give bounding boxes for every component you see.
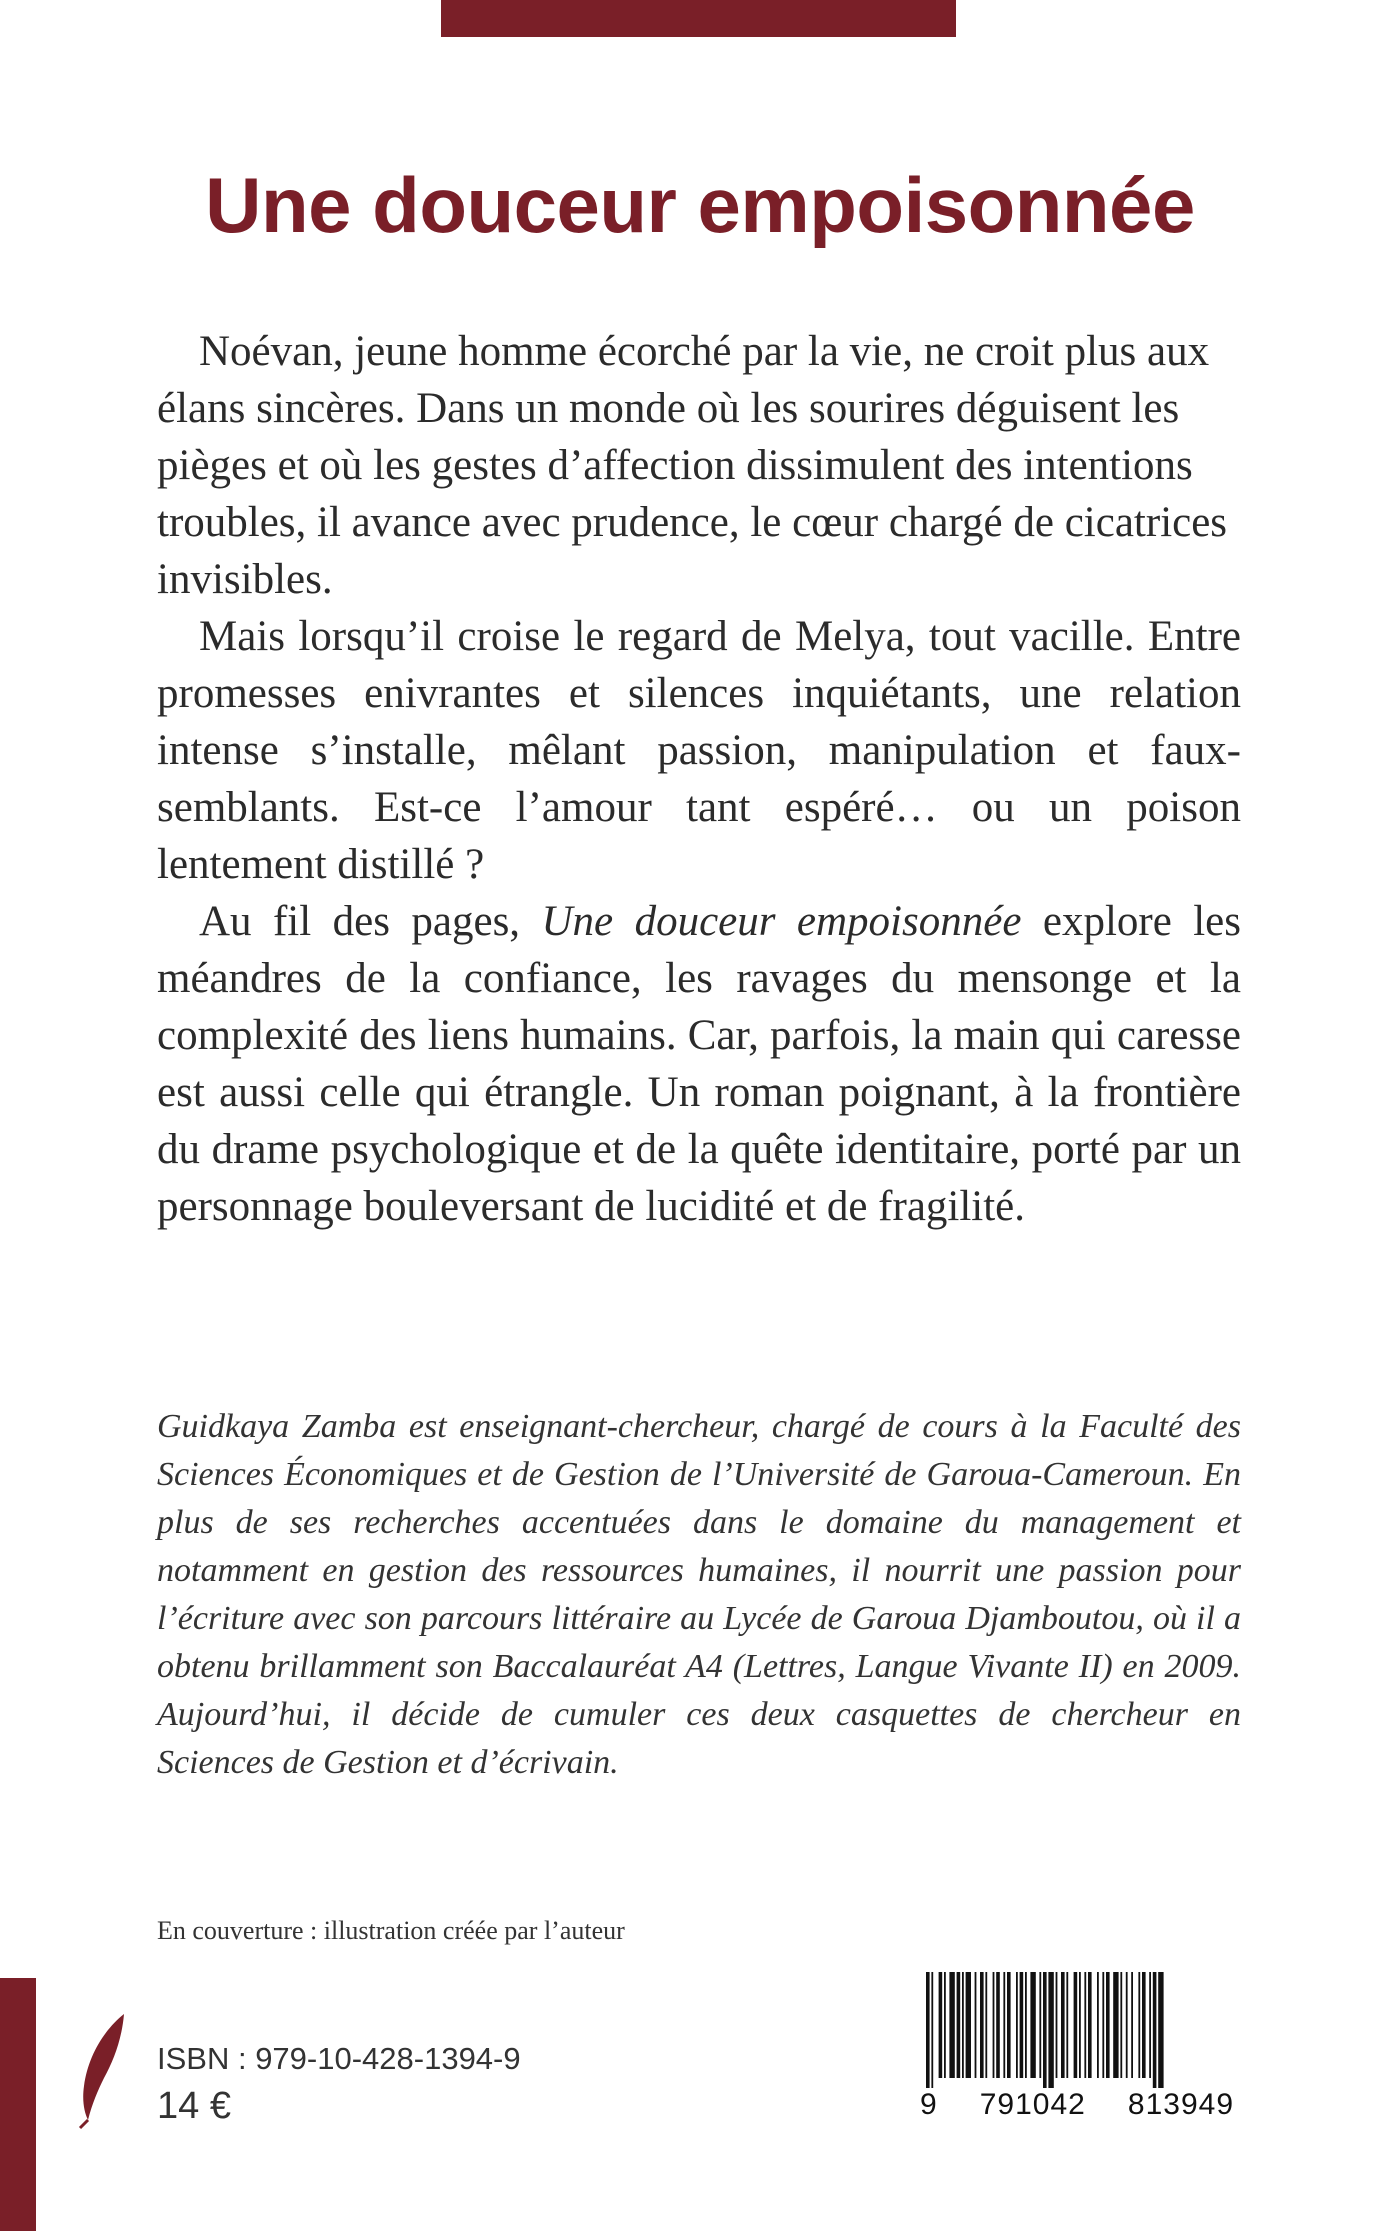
barcode-bars	[920, 1970, 1234, 2090]
barcode-bar	[1066, 1972, 1068, 2078]
synopsis-paragraph-2: Mais lorsqu’il croise le regard de Melya, tout vacille. Entre promesses enivrantes et silences inquiétants, une relation intense s’installe, mêlant passion, manipulation et faux-semblants. Est-ce l’amour tant espéré… ou un poison lentement distillé ?	[157, 613, 1241, 888]
barcode-bar	[1106, 1972, 1110, 2078]
book-title: Une douceur empoisonnée	[205, 161, 1195, 249]
barcode-bar	[1097, 1972, 1099, 2078]
barcode-bar	[1007, 1972, 1011, 2078]
barcode-bar	[1061, 1972, 1065, 2078]
barcode-left-group: 791042	[979, 2088, 1086, 2121]
author-biography: Guidkaya Zamba est enseignant-chercheur, chargé de cours à la Faculté des Sciences Économiques et de Gestion de l’Université de Garoua-Cameroun. En plus de ses recherches accentuées dans le domaine du management et notamment en gestion des ressources humaines, il nourrit une passion pour l’écriture avec son parcours littéraire au Lycée de Garoua Djamboutou, où il a obtenu brillamment son Baccalauréat A4 (Lettres, Langue Vivante II) en 2009. Aujourd’hui, il décide de cumuler ces deux casquettes de chercheur en Sciences de Gestion et d’écrivain.	[157, 1408, 1241, 1781]
barcode-bar	[1043, 1972, 1047, 2088]
synopsis-p3-lead: Au fil des pages,	[199, 898, 542, 945]
synopsis-paragraph-3	[157, 893, 1241, 1235]
barcode-bar	[1153, 1972, 1157, 2088]
synopsis-p3-book-title: Une douceur empoisonnée	[541, 898, 1022, 945]
barcode-bar	[1025, 1972, 1027, 2078]
barcode-bar	[944, 1972, 946, 2078]
barcode-bar	[1016, 1972, 1018, 2078]
cover-credit: En couverture : illustration créée par l’auteur	[157, 1916, 625, 1945]
isbn: ISBN : 979-10-428-1394-9	[157, 2041, 521, 2076]
barcode-first-digit: 9	[920, 2088, 938, 2121]
synopsis-paragraph-1: Noévan, jeune homme écorché par la vie, ne croit plus aux élans sincères. Dans un monde où les sourires déguisent les pièges et où les gestes d’affection dissimulent des intentions troubles, il avance avec prudence, le cœur chargé de cicatrices invisibles.	[157, 328, 1228, 603]
synopsis-p3-rest: explore les méandres de la confiance, les ravages du mensonge et la complexité des liens humains. Car, parfois, la main qui caresse est aussi celle qui étrangle. Un roman poignant, à la frontière du drame psychologique et de la quête identitaire, porté par un personnage bouleversant de lucidité et de fragilité.	[157, 898, 1241, 1230]
barcode-bar	[985, 1972, 987, 2078]
barcode-bar	[949, 1972, 954, 2078]
barcode-bar	[931, 1972, 933, 2088]
barcode-bar	[1079, 1972, 1081, 2078]
barcode-bar	[962, 1972, 964, 2078]
barcode-bar	[1120, 1972, 1122, 2078]
price: 14 €	[157, 2085, 231, 2127]
barcode-bar	[1003, 1972, 1005, 2078]
barcode-bar	[926, 1972, 930, 2088]
barcode-bar	[1056, 1972, 1058, 2078]
barcode-bar	[1126, 1972, 1128, 2078]
barcode-bar	[1113, 1972, 1118, 2078]
barcode-bar	[1158, 1972, 1163, 2088]
barcode-bar	[1088, 1972, 1092, 2078]
barcode-bar	[1131, 1972, 1133, 2078]
barcode-bar	[1149, 1972, 1151, 2078]
barcode-bar	[1020, 1972, 1024, 2078]
barcode-bar	[975, 1972, 977, 2078]
barcode-bar	[939, 1972, 943, 2078]
barcode-right-group: 813949	[1127, 2088, 1234, 2121]
barcode-bar	[957, 1972, 961, 2078]
side-accent-band	[0, 1978, 36, 2231]
barcode-bar	[1084, 1972, 1086, 2078]
barcode-bar	[1102, 1972, 1104, 2078]
barcode-digits	[920, 2088, 1234, 2122]
top-accent-band	[441, 0, 956, 37]
barcode-bar	[980, 1972, 984, 2078]
barcode-bar	[1138, 1972, 1140, 2078]
barcode-bar	[1039, 1972, 1041, 2078]
barcode-bar	[1030, 1972, 1035, 2078]
barcode-bar	[1142, 1972, 1146, 2078]
barcode-bar	[996, 1972, 1000, 2078]
synopsis	[157, 323, 1241, 1235]
feather-quill-icon	[74, 2012, 132, 2130]
barcode-bar	[1074, 1972, 1078, 2078]
barcode-bar	[1048, 1972, 1053, 2088]
barcode-bar	[966, 1972, 971, 2078]
barcode-bar	[993, 1972, 995, 2078]
